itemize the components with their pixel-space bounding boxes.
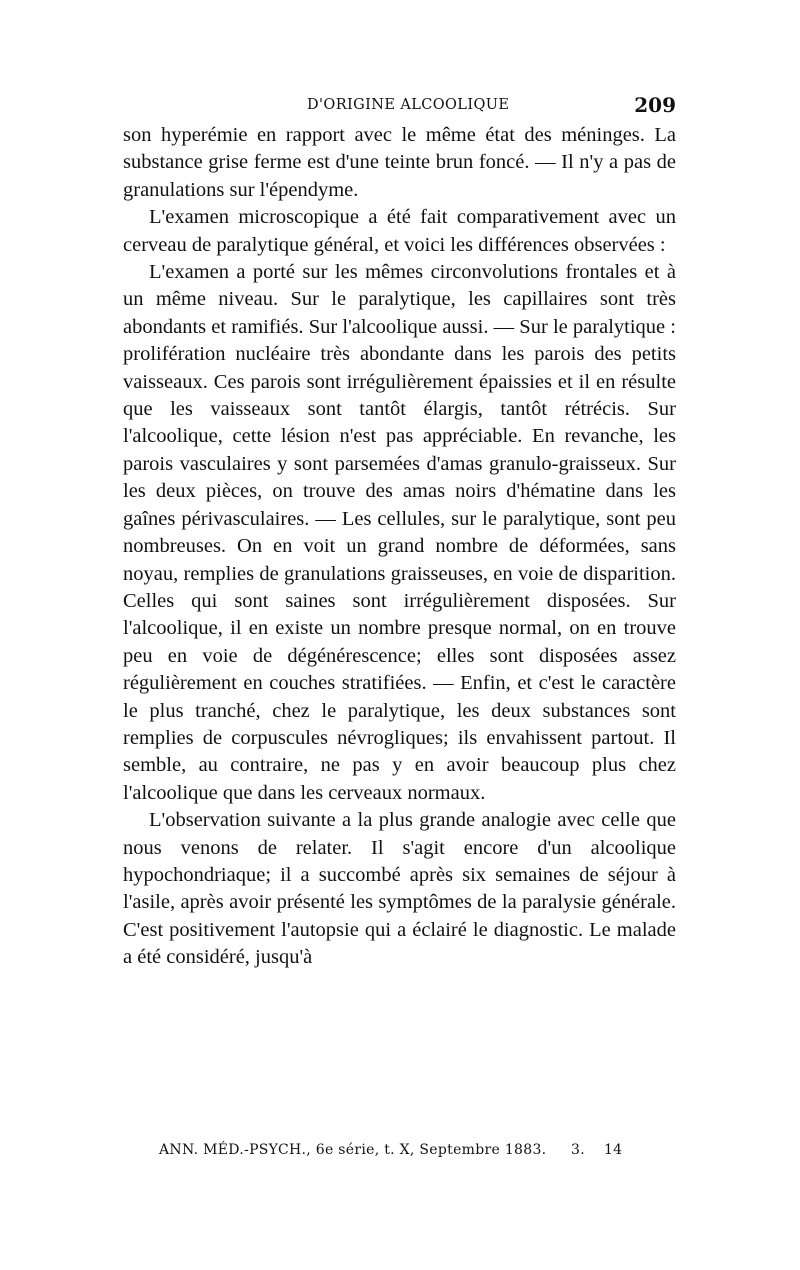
paragraph-next-observation: L'observation suivante a la plus grande analogie avec celle que nous venons de relater. Il s'agit encore d'un alcoolique hypochondriaque; il a succombé après six semaines de séjour à l'asile, après avoir présenté les symptômes de la paralysie générale. C'est positivement l'autopsie qui a éclairé le diagnostic. Le malade a été considéré, jusqu'à: [123, 809, 676, 969]
running-head: [123, 93, 676, 119]
journal-citation: ANN. MÉD.-PSYCH., 6e série, t. X, Septembre 1883.: [159, 1142, 547, 1158]
footer: [123, 1142, 676, 1164]
signature-mark: 3. 14: [571, 1142, 623, 1158]
paragraph-comparison: L'examen a porté sur les mêmes circonvolutions frontales et à un même niveau. Sur le paralytique, les capillaires sont très abondants et ramifiés. Sur l'alcoolique aussi. — Sur le paralytique : prolifération nucléaire très abondante dans les parois des petits vaisseaux. Ces parois sont irrégulièrement épaissies et il en résulte que les vaisseaux sont tantôt élargis, tantôt rétrécis. Sur l'alcoolique, cette lésion n'est pas appréciable. En revanche, les parois vasculaires y sont parsemées d'amas granulo-graisseux. Sur les deux pièces, on trouve des amas noirs d'hématine dans les gaînes périvasculaires. — Les cellules, sur le paralytique, sont peu nombreuses. On en voit un grand nombre de déformées, sans noyau, remplies de granulations graisseuses, en voie de disparition. Celles qui sont saines sont irrégulièrement disposées. Sur l'alcoolique, il en existe un nombre presque normal, on en trouve peu en voie de dégénérescence; elles sont disposées assez régulièrement en couches stratifiées. — Enfin, et c'est le caractère le plus tranché, chez le paralytique, les deux substances sont remplies de corpuscules névrogliques; ils envahissent partout. Il semble, au contraire, ne pas y en avoir beaucoup plus chez l'alcoolique que dans les cerveaux normaux.: [123, 261, 676, 804]
paragraph-microscopic-exam: L'examen microscopique a été fait comparativement avec un cerveau de paralytique général, et voici les différences observées :: [123, 206, 676, 256]
book-page: [123, 0, 676, 1270]
running-title: D'ORIGINE ALCOOLIQUE: [307, 97, 510, 113]
body-text: [123, 122, 676, 972]
paragraph-continued: son hyperémie en rapport avec le même état des méninges. La substance grise ferme est d'une teinte brun foncé. — Il n'y a pas de granulations sur l'épendyme.: [123, 124, 676, 201]
page-number: 209: [634, 93, 676, 117]
